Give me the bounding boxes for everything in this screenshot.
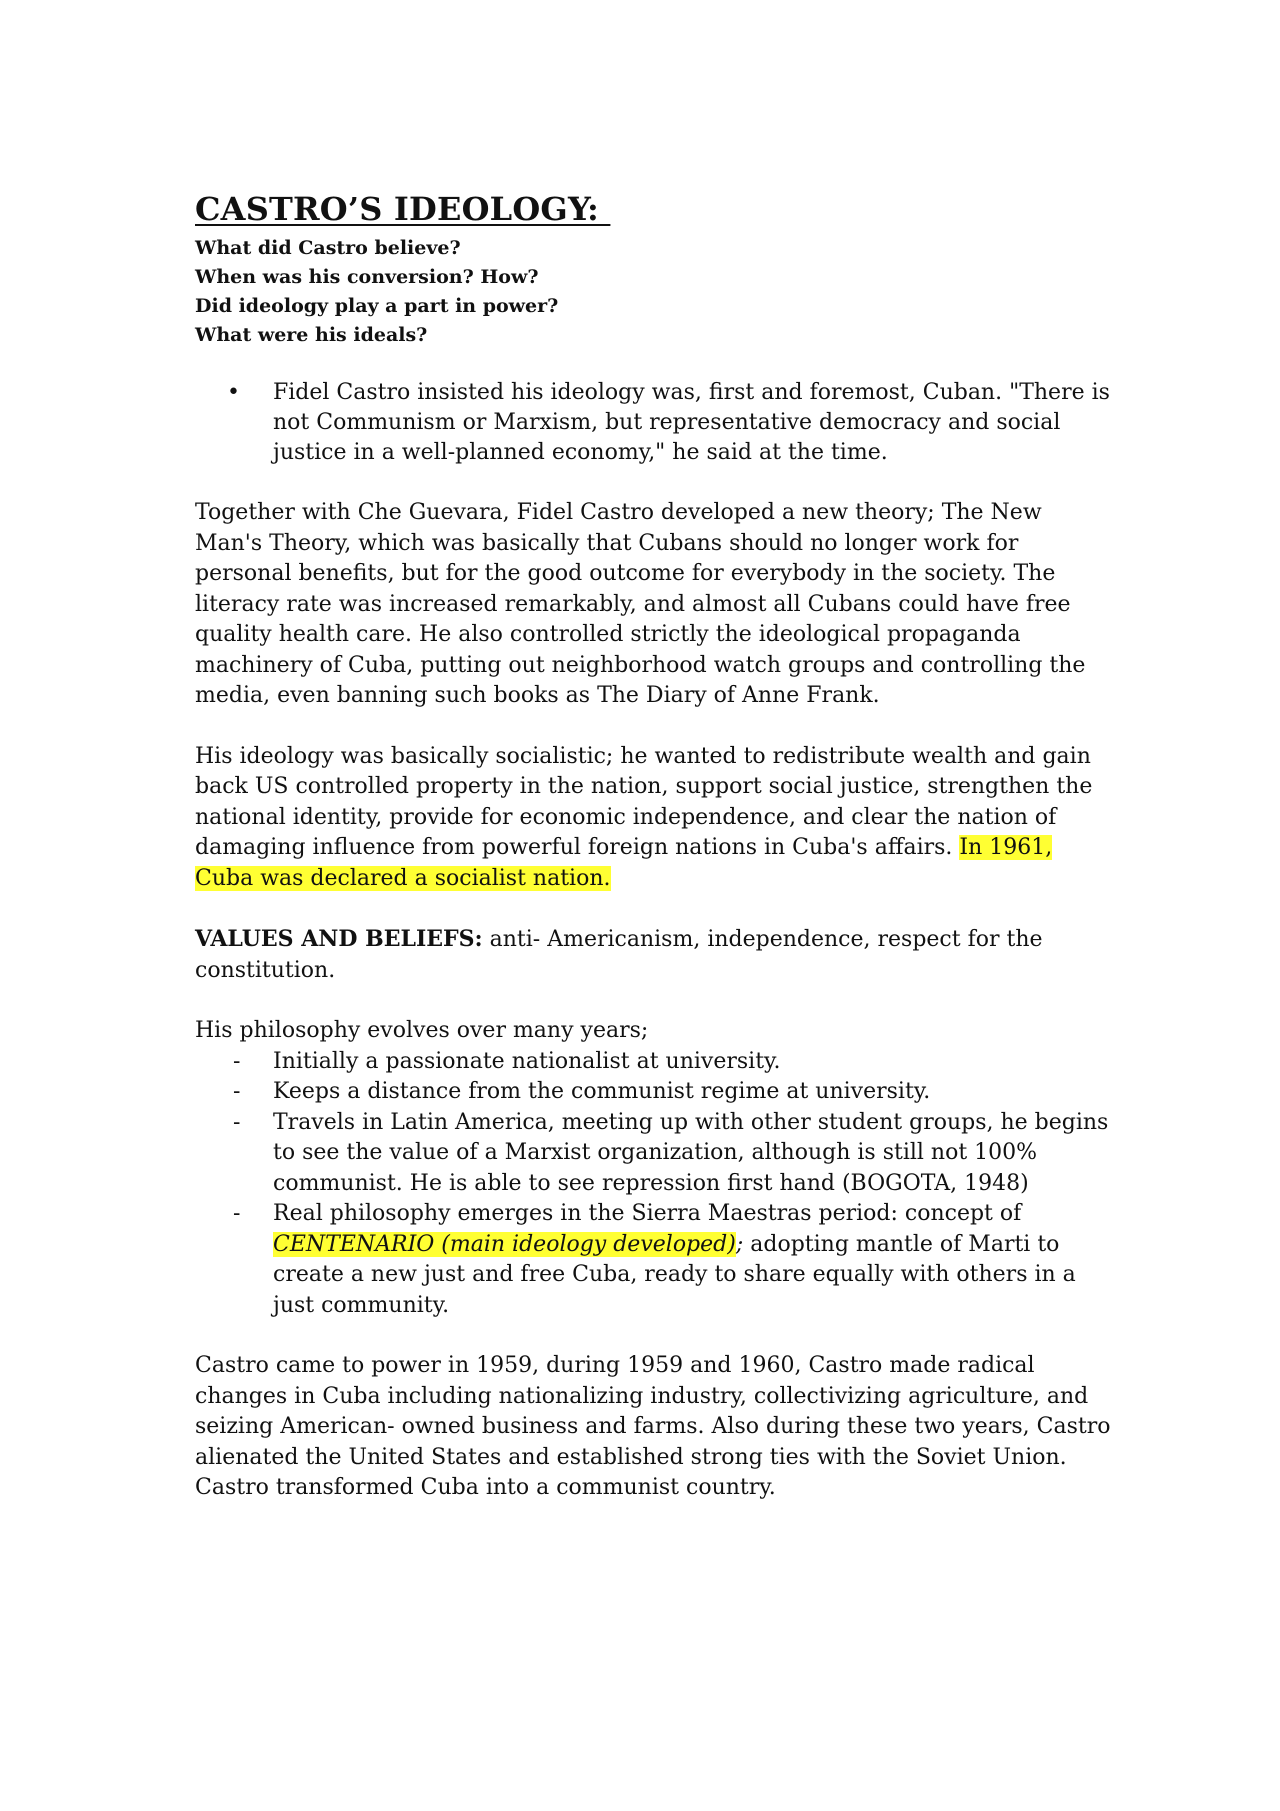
paragraph-rise-to-power: Castro came to power in 1959, during 1959 and 1960, Castro made radical changes in Cuba including nationalizing industry, collectivizing agriculture, and seizing American- owned business and farms. Also during these two years, Castro alienated the United States and established strong ties with the Soviet Union. Castro transformed Cuba into a communist country. [195, 1353, 1111, 1500]
philosophy-intro: His philosophy evolves over many years; [195, 1018, 649, 1043]
list-item [195, 1108, 1115, 1200]
question-item: What did Castro believe? [195, 237, 461, 259]
paragraph-text: His ideology was basically socialistic; he wanted to redistribute wealth and gain back US controlled property in the nation, support social justice, strengthen the national identity, provide for economic independence, and clear the nation of damaging influence from powerful foreign nations in Cuba's affairs. [195, 743, 1093, 860]
list-item-text: Keeps a distance from the communist regime at university. [273, 1079, 931, 1104]
page-title: CASTRO’S IDEOLOGY: [195, 190, 611, 228]
dash-marker: - [233, 1048, 241, 1074]
semicolon: ; [735, 1231, 744, 1257]
philosophy-list [195, 1047, 1115, 1322]
bullet-item [195, 378, 1115, 468]
dash-marker: - [233, 1109, 241, 1135]
highlighted-text: In 1961, Cuba was declared a socialist nation. [195, 835, 1053, 891]
bullet-text: Fidel Castro insisted his ideology was, first and foremost, Cuban. "There is not Communism or Marxism, but representative democracy and social justice in a well-planned economy," he said at the time. [273, 380, 1110, 465]
values-label: VALUES AND BELIEFS: [195, 926, 483, 952]
list-item-text: Travels in Latin America, meeting up with other student groups, he begins to see the value of a Marxist organization, although is still not 100% communist. He is able to see repression first hand (BOGOTA, 1948) [273, 1109, 1109, 1196]
list-item-text: Initially a passionate nationalist at university. [273, 1048, 781, 1074]
highlighted-centenario: CENTENARIO (main ideology developed) [273, 1231, 736, 1257]
list-item-text [273, 1201, 1076, 1318]
bullet-dot-icon: • [227, 380, 240, 405]
values-text: anti- Americanism, independence, respect for the constitution. [195, 927, 1043, 983]
paragraph-new-man-theory: Together with Che Guevara, Fidel Castro developed a new theory; The New Man's Theory, which was basically that Cubans should no longer work for personal benefits, but for the good outcome for everybody in the society. The literacy rate was increased remarkably, and almost all Cubans could have free quality health care. He also controlled strictly the ideological propaganda machinery of Cuba, putting out neighborhood watch groups and controlling the media, even banning such books as The Diary of Anne Frank. [195, 500, 1086, 708]
list-item [195, 1199, 1115, 1321]
paragraph-socialist [195, 742, 1115, 895]
list-item [195, 1077, 1115, 1108]
question-item: Did ideology play a part in power? [195, 295, 559, 317]
bullet-list [195, 378, 1115, 468]
question-item: What were his ideals? [195, 324, 428, 346]
dash-marker: - [233, 1079, 241, 1104]
list-item [195, 1047, 1115, 1078]
guiding-questions [195, 234, 1115, 350]
list-item-text-after: adopting mantle of Marti to create a new just and free Cuba, ready to share equally with others in a just community. [273, 1231, 1076, 1318]
list-item-text-before: Real philosophy emerges in the Sierra Maestras period: concept of [273, 1201, 1022, 1226]
dash-marker: - [233, 1201, 241, 1226]
values-and-beliefs [195, 924, 1115, 986]
document-page [195, 190, 1115, 1504]
question-item: When was his conversion? How? [195, 266, 539, 288]
